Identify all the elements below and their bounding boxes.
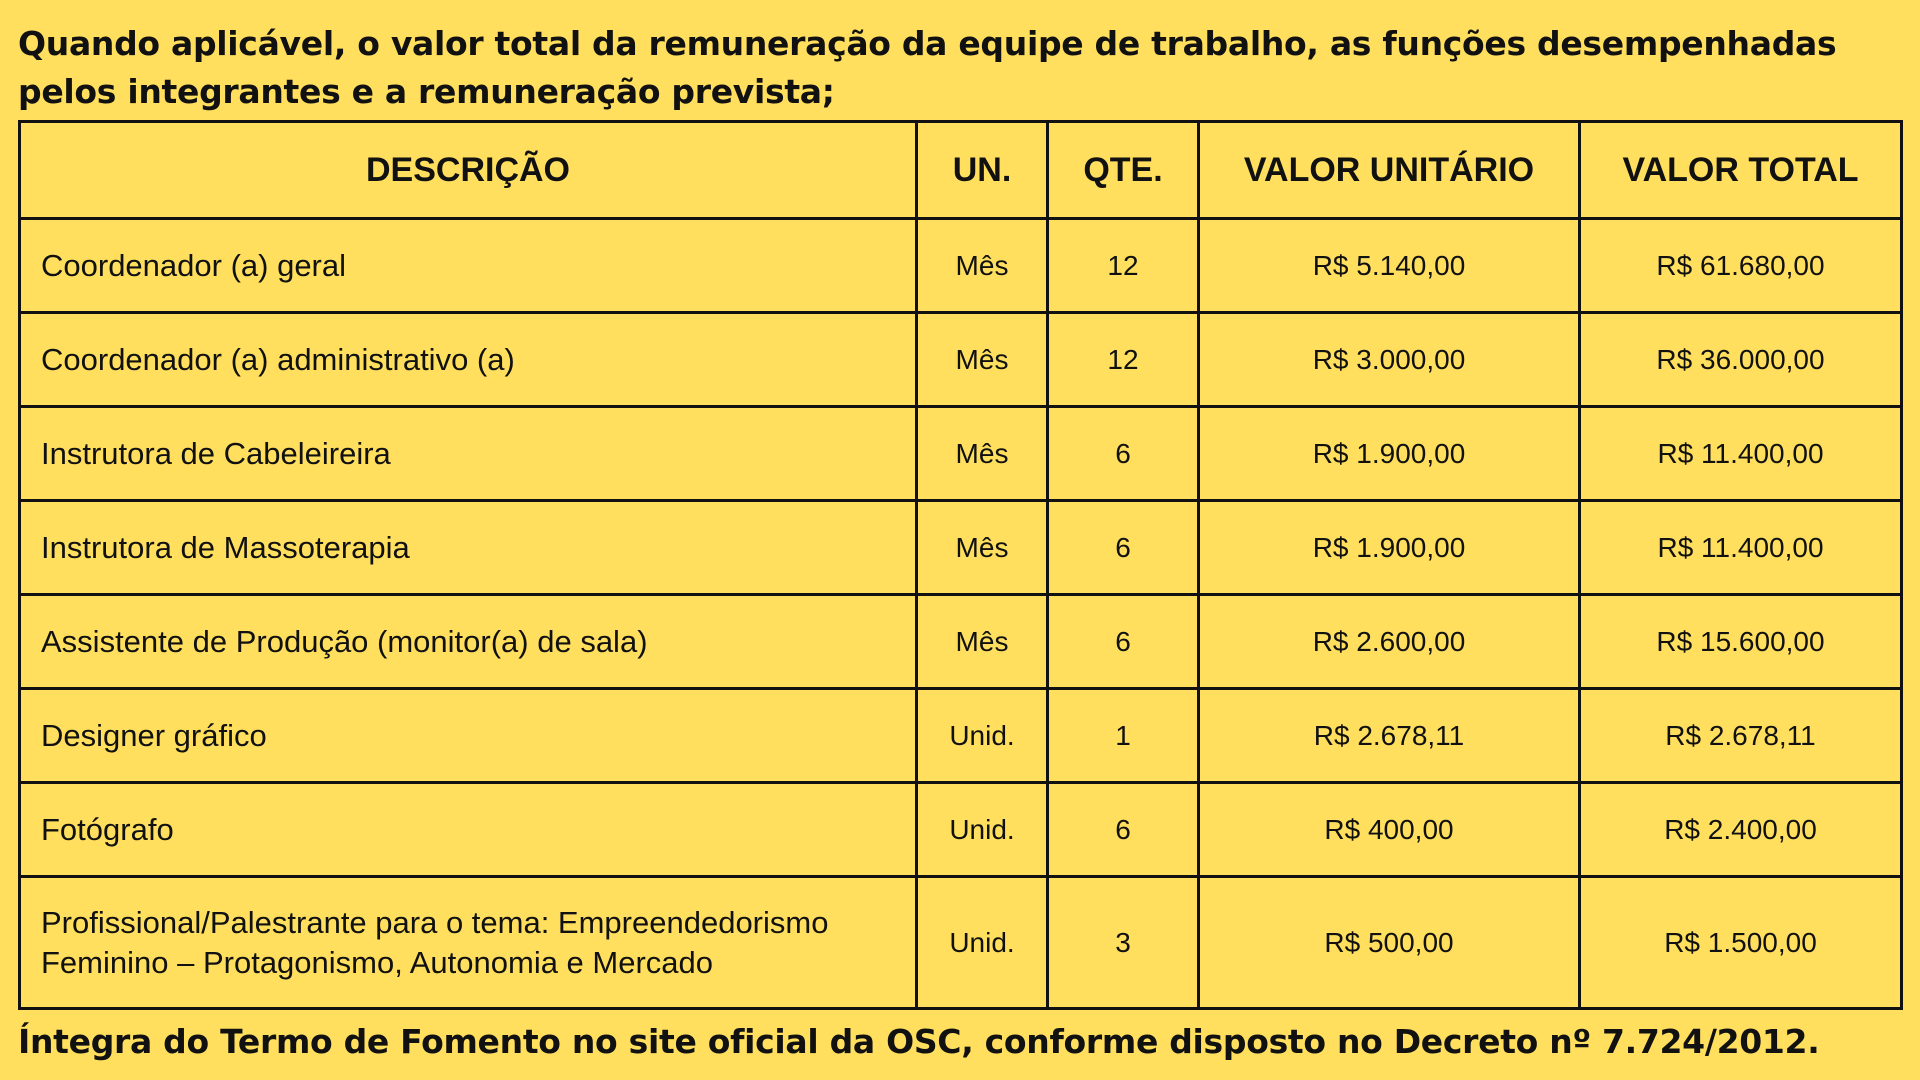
table-row — [20, 595, 1902, 689]
table-row — [20, 407, 1902, 501]
cell-valor-unitario: R$ 1.900,00 — [1199, 501, 1580, 595]
cell-valor-total: R$ 1.500,00 — [1580, 877, 1902, 1009]
header-valor-unitario: VALOR UNITÁRIO — [1199, 122, 1580, 219]
table-row — [20, 783, 1902, 877]
cell-valor-unitario: R$ 500,00 — [1199, 877, 1580, 1009]
cell-descricao: Assistente de Produção (monitor(a) de sala) — [20, 595, 917, 689]
header-qte: QTE. — [1048, 122, 1199, 219]
cell-qte: 6 — [1048, 407, 1199, 501]
cell-qte: 12 — [1048, 219, 1199, 313]
cell-qte: 3 — [1048, 877, 1199, 1009]
cell-un: Mês — [917, 501, 1048, 595]
table-header-row — [20, 122, 1902, 219]
table-row — [20, 219, 1902, 313]
cell-valor-total: R$ 11.400,00 — [1580, 501, 1902, 595]
table-row — [20, 501, 1902, 595]
cell-valor-unitario: R$ 400,00 — [1199, 783, 1580, 877]
table-row — [20, 877, 1902, 1009]
cell-valor-total: R$ 61.680,00 — [1580, 219, 1902, 313]
cell-valor-total: R$ 11.400,00 — [1580, 407, 1902, 501]
cell-valor-unitario: R$ 5.140,00 — [1199, 219, 1580, 313]
cell-descricao: Designer gráfico — [20, 689, 917, 783]
cell-descricao: Instrutora de Cabeleireira — [20, 407, 917, 501]
cell-valor-total: R$ 2.400,00 — [1580, 783, 1902, 877]
header-descricao: DESCRIÇÃO — [20, 122, 917, 219]
cell-valor-total: R$ 36.000,00 — [1580, 313, 1902, 407]
remuneration-table — [18, 120, 1903, 1010]
cell-qte: 6 — [1048, 783, 1199, 877]
cell-descricao: Profissional/Palestrante para o tema: Empreendedorismo Feminino – Protagonismo, Autonomia e Mercado — [20, 877, 917, 1009]
table-row — [20, 313, 1902, 407]
cell-valor-unitario: R$ 3.000,00 — [1199, 313, 1580, 407]
cell-descricao: Coordenador (a) geral — [20, 219, 917, 313]
cell-un: Unid. — [917, 877, 1048, 1009]
cell-valor-unitario: R$ 2.600,00 — [1199, 595, 1580, 689]
cell-descricao: Fotógrafo — [20, 783, 917, 877]
cell-qte: 12 — [1048, 313, 1199, 407]
cell-un: Mês — [917, 407, 1048, 501]
cell-un: Unid. — [917, 783, 1048, 877]
page-heading: Quando aplicável, o valor total da remuneração da equipe de trabalho, as funções desempenhadas pelos integrantes e a remuneração prevista; — [18, 24, 1837, 111]
cell-valor-total: R$ 2.678,11 — [1580, 689, 1902, 783]
cell-qte: 1 — [1048, 689, 1199, 783]
cell-descricao: Coordenador (a) administrativo (a) — [20, 313, 917, 407]
cell-valor-total: R$ 15.600,00 — [1580, 595, 1902, 689]
remuneration-table-container — [18, 120, 1900, 1010]
cell-un: Mês — [917, 313, 1048, 407]
table-row — [20, 689, 1902, 783]
cell-un: Mês — [917, 219, 1048, 313]
header-valor-total: VALOR TOTAL — [1580, 122, 1902, 219]
cell-un: Mês — [917, 595, 1048, 689]
cell-un: Unid. — [917, 689, 1048, 783]
cell-qte: 6 — [1048, 595, 1199, 689]
cell-qte: 6 — [1048, 501, 1199, 595]
cell-valor-unitario: R$ 2.678,11 — [1199, 689, 1580, 783]
cell-valor-unitario: R$ 1.900,00 — [1199, 407, 1580, 501]
header-un: UN. — [917, 122, 1048, 219]
footer-note: Íntegra do Termo de Fomento no site oficial da OSC, conforme disposto no Decreto nº 7.724/2012. — [18, 1022, 1820, 1061]
cell-descricao: Instrutora de Massoterapia — [20, 501, 917, 595]
